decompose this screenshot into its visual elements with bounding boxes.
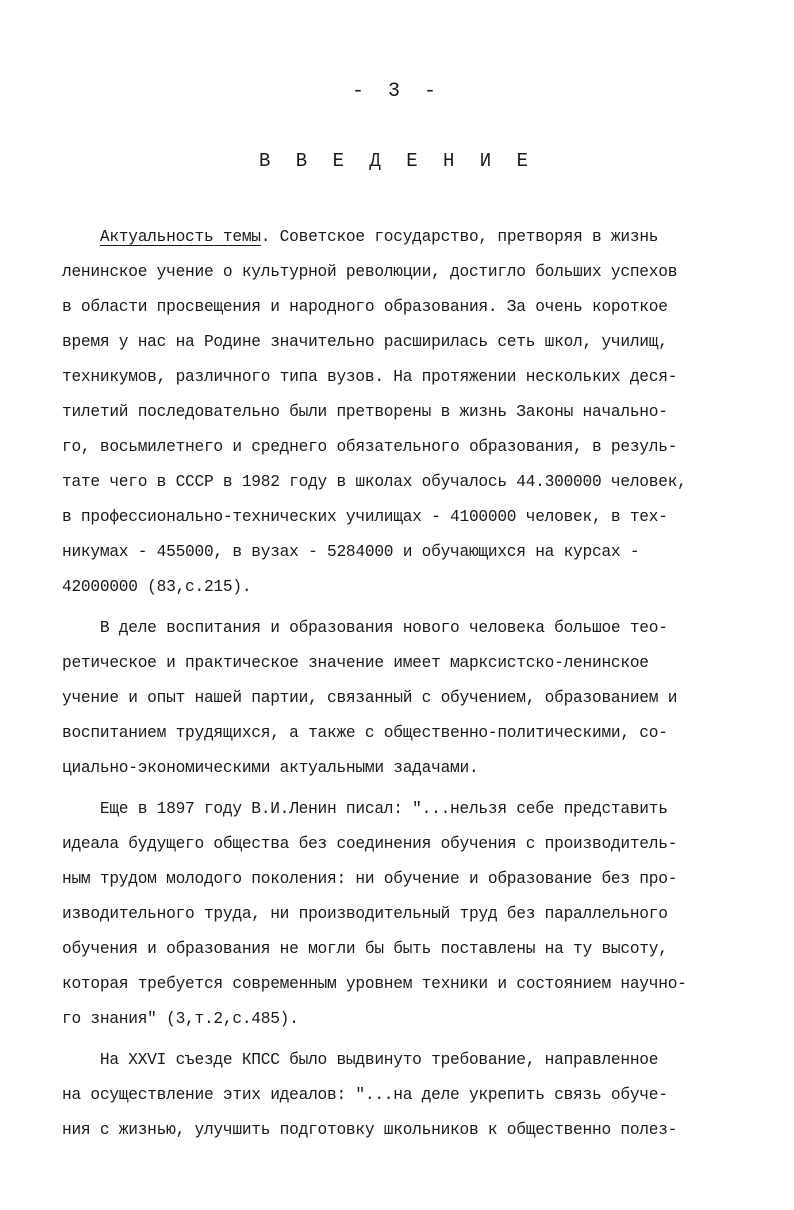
paragraph-line: ретическое и практическое значение имеет марксистско-ленинское: [62, 654, 649, 672]
paragraph-line: время у нас на Родине значительно расширилась сеть школ, училищ,: [62, 333, 668, 351]
paragraph-line: го знания" (3,т.2,с.485).: [62, 1010, 299, 1028]
page-number: - 3 -: [351, 80, 442, 103]
paragraph-line: ным трудом молодого поколения: ни обучение и образование без про-: [62, 870, 678, 888]
paragraph-4: [62, 1043, 767, 1148]
paragraph-line: учение и опыт нашей партии, связанный с обучением, образованием и: [62, 689, 678, 707]
paragraph-line: Еще в 1897 году В.И.Ленин писал: "...нельзя себе представить: [62, 800, 668, 818]
paragraph-line-text: . Советское государство, претворяя в жизнь: [260, 228, 659, 246]
paragraph-line: го, восьмилетнего и среднего обязательного образования, в резуль-: [62, 438, 678, 456]
paragraph-line: никумах - 455000, в вузах - 5284000 и обучающихся на курсах -: [62, 543, 640, 561]
paragraph-line: 42000000 (83,с.215).: [62, 578, 252, 596]
paragraph-line: обучения и образования не могли бы быть поставлены на ту высоту,: [62, 940, 668, 958]
paragraph-line: которая требуется современным уровнем техники и состоянием научно-: [62, 975, 687, 993]
paragraph-line: ленинское учение о культурной революции, достигло больших успехов: [62, 263, 678, 281]
page-title: В В Е Д Е Н И Е: [258, 150, 536, 172]
paragraph-line: На XXVI съезде КПСС было выдвинуто требование, направленное: [62, 1051, 659, 1069]
paragraph-line: ния с жизнью, улучшить подготовку школьников к общественно полез-: [62, 1121, 678, 1139]
paragraph-line: на осуществление этих идеалов: "...на деле укрепить связь обуче-: [62, 1086, 668, 1104]
paragraph-line: тате чего в СССР в 1982 году в школах обучалось 44.300000 человек,: [62, 473, 687, 491]
paragraph-line: в профессионально-технических училищах - 4100000 человек, в тех-: [62, 508, 668, 526]
body-text: [62, 220, 767, 1148]
paragraph-line: изводительного труда, ни производительный труд без параллельного: [62, 905, 668, 923]
paragraph-line: [62, 220, 767, 255]
paragraph-line: техникумов, различного типа вузов. На протяжении нескольких деся-: [62, 368, 678, 386]
paragraph-line: тилетий последовательно были претворены в жизнь Законы начально-: [62, 403, 668, 421]
paragraph-3: [62, 792, 767, 1037]
paragraph-line: воспитанием трудящихся, а также с общественно-политическими, со-: [62, 724, 668, 742]
paragraph-line: идеала будущего общества без соединения обучения с производитель-: [62, 835, 678, 853]
paragraph-2: [62, 611, 767, 786]
paragraph-1: [62, 220, 767, 605]
paragraph-line: В деле воспитания и образования нового человека большое тео-: [62, 619, 668, 637]
section-lead-underlined: Актуальность темы: [99, 228, 261, 246]
paragraph-line: циально-экономическими актуальными задачами.: [62, 759, 479, 777]
paragraph-line: в области просвещения и народного образования. За очень короткое: [62, 298, 668, 316]
